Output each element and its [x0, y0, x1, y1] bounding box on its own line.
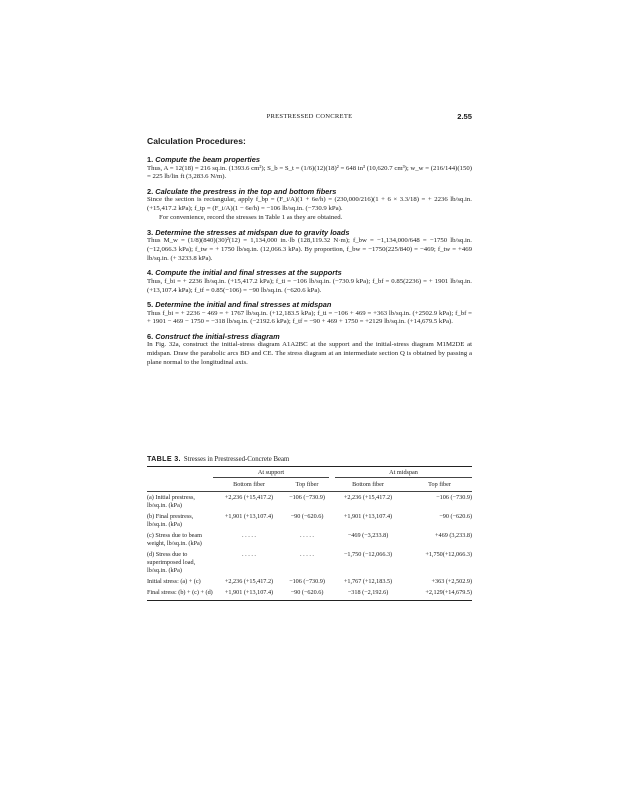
row-label: (d) Stress due to superimposed load, lb/sq.in. (kPa): [147, 551, 196, 574]
step-paragraph: For convenience, record the stresses in Table 1 as they are obtained.: [159, 214, 343, 222]
table-caption: [147, 454, 472, 463]
table-sub-header: Bottom fiber: [213, 479, 285, 492]
table-cell: −106 (−730.9): [289, 494, 325, 501]
table-bottom-rule: [147, 600, 472, 601]
table-cell: +2,236 (+15,417.2): [343, 494, 393, 501]
table-cell: +363 (+2,502.9): [431, 578, 473, 585]
table-row: [147, 530, 472, 549]
step-paragraph: Thus, f_bi = + 2236 lb/sq.in. (+15,417.2 kPa); f_ti = −106 lb/sq.in. (−730.9 kPa); f_bf = 0.85(2236) = + 1901 lb/sq.in. (+13,107.4 kPa); f_tf = 0.85(−106) = −90 lb/sq.in. (−620.6 kPa).: [147, 277, 472, 294]
table-row: [147, 587, 472, 598]
table-group-header-row: [147, 467, 472, 479]
table-cell: −106 (−730.9): [289, 578, 325, 585]
table-cell: +1,901 (+13,107.4): [224, 513, 274, 520]
group-header-label: At midspan: [335, 469, 472, 478]
table-row: [147, 576, 472, 587]
table-cell: +2,129(+14,679.5): [425, 589, 473, 596]
table-group-header: [213, 467, 329, 479]
step-heading: [147, 187, 472, 197]
row-label: (b) Final prestress, lb/sq.in. (kPa): [147, 513, 194, 528]
table-sub-header: Top fiber: [407, 479, 472, 492]
section-title: Calculation Procedures:: [147, 136, 246, 146]
table-cell: . . . . .: [242, 532, 256, 539]
step-paragraph: In Fig. 32a, construct the initial-stress diagram A1A2BC at the support and the initial-stress diagram M1M2DE at midspan. Draw the parabolic arcs BD and CE. The stress diagram at an intermediate section Q is obtained by passing a plane normal to the longitudinal axis.: [147, 341, 472, 367]
step-number: 3.: [147, 227, 154, 237]
table-cell: −90 (−620.6): [290, 589, 324, 596]
step-title: Construct the initial-stress diagram: [155, 331, 280, 341]
step-number: 5.: [147, 300, 154, 310]
step-title: Determine the stresses at midspan due to gravity loads: [155, 227, 350, 237]
table-caption-text: Stresses in Prestressed-Concrete Beam: [183, 456, 290, 463]
table-row: [147, 549, 472, 576]
table-cell: −106 (−730.9): [436, 494, 473, 501]
step-heading: [147, 155, 472, 165]
step-number: 4.: [147, 268, 154, 278]
step-paragraph: Thus M_w = (1/8)(840)(30)²(12) = 1,134,000 in.·lb (128,119.32 N·m); f_bw = −1,134,000/648 = −1750 lb/sq.in. (−12,066.3 kPa); f_tw = + 1750 lb/sq.in. (12,066.3 kPa). By proportion, f_bw = −1750(225/840) = −469; f_tw = +469 lb/sq.in. (+ 3233.8 kPa).: [147, 237, 472, 262]
row-label: (a) Initial prestress, lb/sq.in. (kPa): [147, 494, 195, 509]
step-heading: [147, 332, 472, 342]
table-cell: +1,901 (+13,107.4): [343, 513, 393, 520]
step-title: Calculate the prestress in the top and bottom fibers: [155, 186, 337, 196]
table-cell: −469 (−3,233.8): [347, 532, 389, 539]
table-sub-corner: [147, 479, 213, 492]
step-3: [147, 228, 472, 264]
table-cell: −1,750 (−12,066.3): [343, 551, 393, 558]
step-heading: [147, 228, 472, 238]
table-cell: +2,236 (+15,417.2): [224, 494, 274, 501]
step-number: 6.: [147, 331, 154, 341]
table-cell: . . . . .: [300, 532, 314, 539]
table-sub-header-row: [147, 479, 472, 492]
step-paragraph: Thus f_bi = + 2236 − 469 = + 1767 lb/sq.in. (+12,183.5 kPa); f_ti = −106 + 469 = +363 lb/sq.in. (+2502.9 kPa); f_bf = + 1901 − 469 − 1750 = −318 lb/sq.in. (−2192.6 kPa); f_tf = −90 + 469 + 1750 = +2129 lb/sq.in. (+14,679.5 kPa).: [147, 309, 472, 326]
table-cell: +469 (3,233.8): [435, 532, 473, 539]
table-cell: . . . . .: [242, 551, 256, 558]
stress-table: [147, 467, 472, 598]
table-sub-header: Bottom fiber: [329, 479, 407, 492]
step-2: [147, 187, 472, 223]
step-title: Compute the beam properties: [155, 155, 260, 164]
step-number: 2.: [147, 186, 154, 196]
step-title: Determine the initial and final stresses at midspan: [155, 300, 332, 310]
table-cell: +1,901 (+13,107.4): [224, 589, 274, 596]
stress-table-block: [147, 454, 472, 601]
running-header: [147, 113, 472, 127]
table-cell: −90 (−620.6): [439, 513, 473, 520]
table-cell: +1,767 (+12,183.5): [343, 578, 393, 585]
table-group-header: [329, 467, 472, 479]
step-title: Compute the initial and final stresses at the supports: [155, 268, 342, 278]
step-6: [147, 332, 472, 368]
group-header-label: At support: [213, 469, 329, 478]
table-cell: . . . . .: [300, 551, 314, 558]
table-cell: +2,236 (+15,417.2): [224, 578, 274, 585]
step-heading: [147, 300, 472, 310]
step-number: 1.: [147, 155, 154, 164]
table-cell: −318 (−2,192.6): [347, 589, 389, 596]
row-label: Final stress: (b) + (c) + (d): [147, 589, 213, 596]
calculation-body: [147, 136, 472, 368]
table-cell: −90 (−620.6): [290, 513, 324, 520]
running-title: PRESTRESSED CONCRETE: [266, 113, 353, 120]
table-row: [147, 511, 472, 530]
table-corner: [147, 467, 213, 479]
step-1: [147, 155, 472, 182]
step-5: [147, 300, 472, 327]
step-heading: [147, 268, 472, 278]
row-label: (c) Stress due to beam weight, lb/sq.in. (kPa): [147, 532, 202, 547]
step-4: [147, 268, 472, 295]
table-sub-header: Top fiber: [285, 479, 329, 492]
step-paragraph: Since the section is rectangular, apply f_bp = (F_i/A)(1 + 6e/h) = (230,000/216)(1 + 6 × 3.3/18) = + 2236 lb/sq.in. (+15,417.2 kPa); f_tp = (F_i/A)(1 − 6e/h) = −106 lb/sq.in. (−730.9 kPa).: [147, 196, 472, 213]
table-caption-label: TABLE 3.: [147, 454, 181, 463]
row-label: Initial stress: (a) + (c): [147, 578, 201, 585]
table-row: [147, 492, 472, 512]
table-cell: +1,750(+12,066.3): [425, 551, 473, 558]
page-number: 2.55: [457, 112, 472, 121]
step-paragraph: Thus, A = 12(18) = 216 sq.in. (1393.6 cm²); S_b = S_t = (1/6)(12)(18)² = 648 in³ (10,620.7 cm³); w_w = (216/144)(150) = 225 lb/lin ft (3,283.6 N/m).: [147, 164, 472, 181]
